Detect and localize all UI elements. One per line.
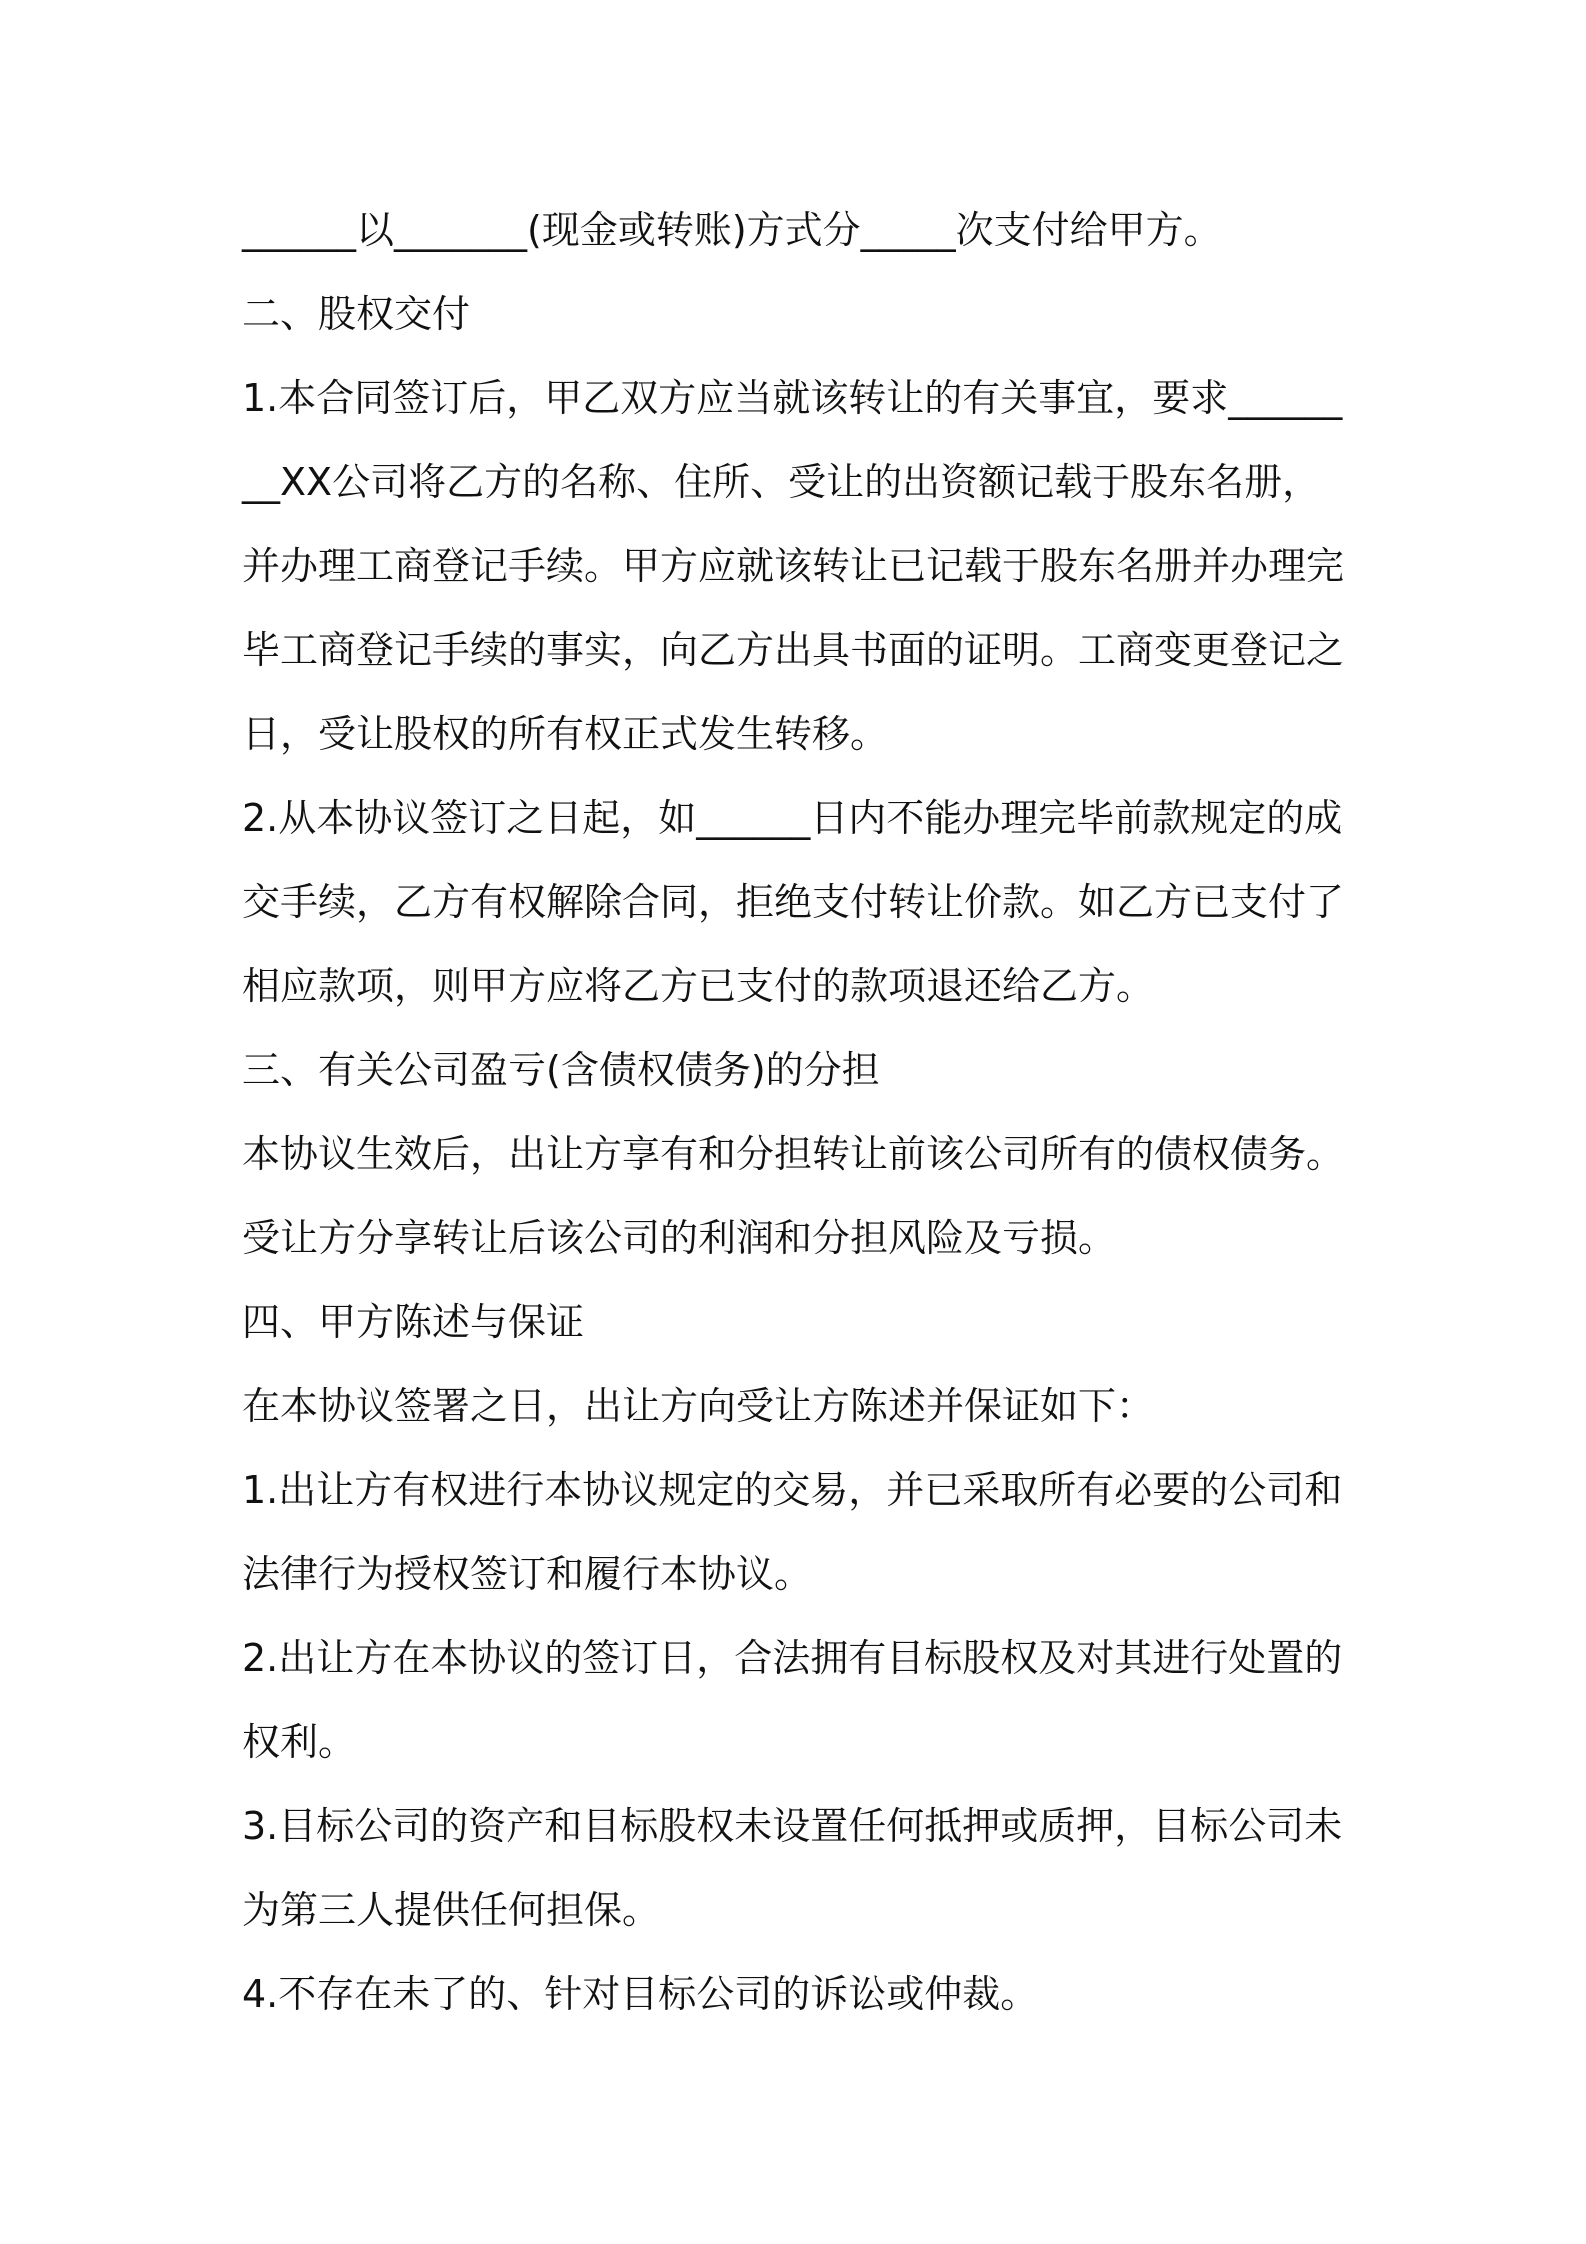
payment-terms-line: ______以_______(现金或转账)方式分_____次支付给甲方。 bbox=[242, 208, 1222, 252]
representation-item-1: 1.出让方有权进行本协议规定的交易，并已采取所有必要的公司和法律行为授权签订和履行本协议。 bbox=[242, 1468, 1343, 1596]
representation-item-4: 4.不存在未了的、针对目标公司的诉讼或仲裁。 bbox=[242, 1972, 1039, 2016]
clause-equity-delivery-1: 1.本合同签订后，甲乙双方应当就该转让的有关事宜，要求________XX公司将乙方的名称、住所、受让的出资额记载于股东名册，并办理工商登记手续。甲方应就该转让已记载于股东名册并办理完毕工商登记手续的事实，向乙方出具书面的证明。工商变更登记之日，受让股权的所有权正式发生转移。 bbox=[242, 376, 1345, 756]
clause-profit-loss: 本协议生效后，出让方享有和分担转让前该公司所有的债权债务。受让方分享转让后该公司的利润和分担风险及亏损。 bbox=[242, 1132, 1345, 1260]
section-heading-equity-delivery: 二、股权交付 bbox=[242, 292, 471, 336]
clause-equity-delivery-2: 2.从本协议签订之日起，如______日内不能办理完毕前款规定的成交手续，乙方有权解除合同，拒绝支付转让价款。如乙方已支付了相应款项，则甲方应将乙方已支付的款项退还给乙方。 bbox=[242, 796, 1345, 1008]
representations-intro: 在本协议签署之日，出让方向受让方陈述并保证如下： bbox=[242, 1384, 1155, 1428]
document-body bbox=[242, 188, 1357, 2036]
representation-item-3: 3.目标公司的资产和目标股权未设置任何抵押或质押，目标公司未为第三人提供任何担保。 bbox=[242, 1804, 1343, 1932]
section-heading-representations: 四、甲方陈述与保证 bbox=[242, 1300, 585, 1344]
section-heading-profit-loss: 三、有关公司盈亏(含债权债务)的分担 bbox=[242, 1048, 880, 1092]
representation-item-2: 2.出让方在本协议的签订日，合法拥有目标股权及对其进行处置的权利。 bbox=[242, 1636, 1343, 1764]
